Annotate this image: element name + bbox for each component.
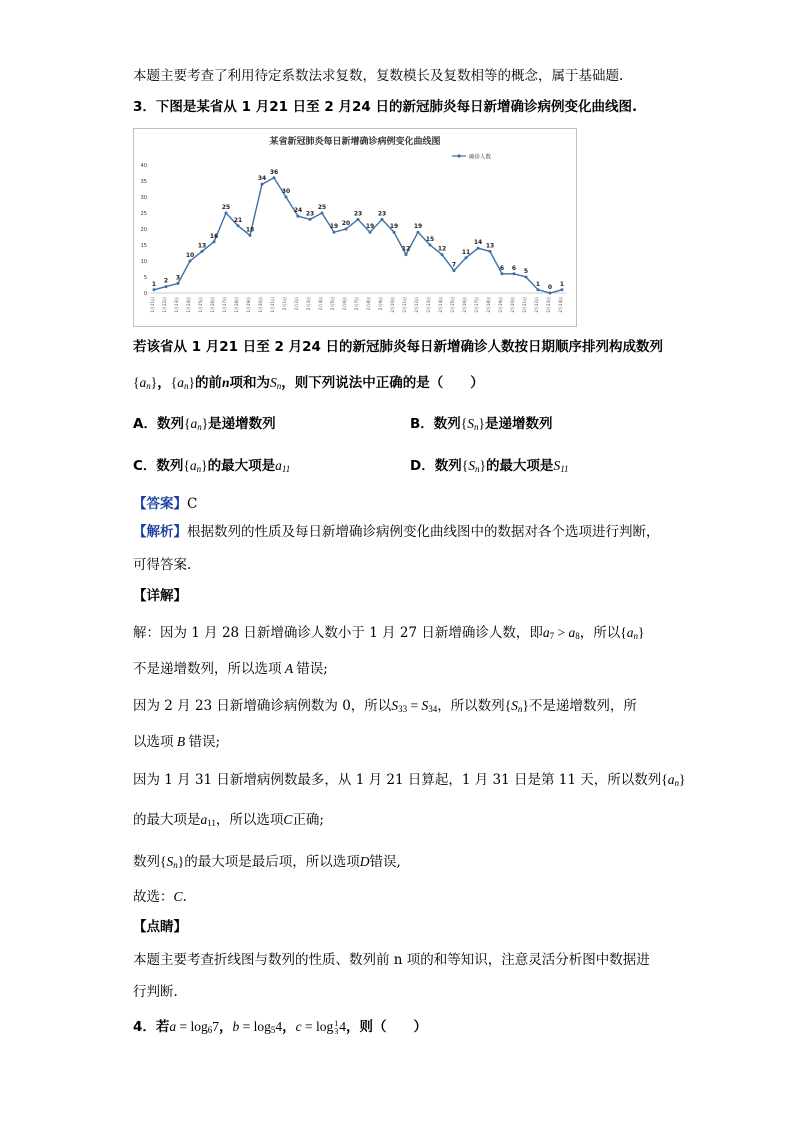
x-tick-label: 1月27日: [222, 297, 227, 313]
data-point: [381, 218, 384, 221]
data-label: 5: [523, 268, 529, 275]
data-label: 23: [377, 210, 387, 218]
data-point: [309, 218, 312, 221]
x-tick-label: 2月5日: [330, 297, 335, 311]
data-label: 6: [499, 264, 505, 272]
x-tick-label: 1月30日: [258, 297, 263, 313]
data-point: [333, 231, 336, 234]
data-label: 13: [197, 242, 207, 250]
data-label: 6: [511, 264, 517, 272]
data-label: 0: [547, 284, 553, 291]
line-chart: [133, 128, 577, 327]
analysis-1: 【解析】根据数列的性质及每日新增确诊病例变化曲线图中的数据对各个选项进行判断，: [133, 524, 660, 540]
y-tick-label: 40: [140, 163, 147, 169]
data-label: 24: [293, 207, 303, 215]
detail-5: 因为 1 月 31 日新增病例数最多，从 1 月 21 日算起，1 月 31 日是第 11 天，所以数列$\{a_n\}$: [133, 772, 686, 788]
x-tick-label: 2月12日: [414, 297, 419, 313]
data-point: [285, 196, 288, 199]
data-label: 13: [485, 242, 495, 250]
y-tick-label: 0: [143, 291, 147, 297]
data-point: [465, 256, 468, 259]
data-point: [525, 276, 528, 279]
data-label: 21: [233, 216, 243, 224]
prev-solution-note: 本题主要考查了利用待定系数法求复数，复数模长及复数相等的概念，属于基础题.: [133, 68, 624, 84]
x-tick-label: 1月29日: [246, 297, 251, 313]
y-tick-label: 25: [140, 211, 147, 217]
data-label: 15: [425, 236, 435, 243]
data-point: [393, 231, 396, 234]
data-point: [501, 272, 504, 275]
data-label: 20: [341, 220, 351, 227]
x-tick-label: 1月22日: [162, 297, 167, 313]
data-point: [369, 231, 372, 234]
data-label: 7: [451, 261, 457, 269]
data-point: [561, 288, 564, 291]
data-label: 3: [175, 274, 181, 282]
data-label: 12: [437, 245, 447, 253]
detail-8: 故选：C.: [133, 889, 187, 905]
detail-2: 不是递增数列，所以选项 A 错误;: [133, 661, 328, 677]
data-point: [429, 244, 432, 247]
data-point: [477, 247, 480, 250]
data-point: [321, 212, 324, 215]
data-label: 19: [389, 223, 399, 231]
data-label: 19: [365, 223, 375, 231]
data-label: 30: [281, 188, 291, 195]
line-chart-svg: [134, 129, 576, 326]
x-tick-label: 1月26日: [210, 297, 215, 313]
answer: 【答案】C: [133, 496, 198, 512]
data-label: 10: [185, 252, 195, 259]
x-tick-label: 2月8日: [366, 297, 371, 311]
data-label: 34: [257, 175, 267, 183]
data-point: [453, 269, 456, 272]
y-tick-label: 30: [140, 195, 147, 201]
data-label: 25: [317, 204, 327, 211]
data-label: 2: [163, 277, 169, 285]
data-label: 14: [473, 239, 483, 247]
x-tick-label: 2月11日: [402, 297, 407, 313]
data-label: 1: [151, 280, 157, 288]
x-tick-label: 1月31日: [270, 297, 275, 313]
question-3-stem-1: 若该省从 1 月21 日至 2 月24 日的新冠肺炎每日新增确诊人数按日期顺序排列构成数列: [133, 339, 664, 355]
data-point: [249, 234, 252, 237]
chart-title: 某省新冠肺炎每日新增确诊病例变化曲线图: [269, 137, 441, 147]
x-tick-label: 1月28日: [234, 297, 239, 313]
detail-6: 的最大项是$a_{11}$，所以选项C正确;: [133, 812, 324, 828]
x-tick-label: 1月24日: [186, 297, 191, 313]
question-4: 4．若$a = \log_67$，$b = \log_54$，c = log1 34，则（ ）: [133, 1018, 428, 1036]
legend-marker: [457, 154, 460, 157]
data-point: [165, 285, 168, 288]
x-tick-label: 2月24日: [558, 297, 563, 313]
option-c: C．数列$\{a_n\}$的最大项是$a_{11}$: [133, 458, 291, 474]
data-point: [189, 260, 192, 263]
x-tick-label: 1月23日: [174, 297, 179, 313]
data-label: 18: [245, 226, 255, 234]
data-label: 23: [353, 210, 363, 218]
data-point: [225, 212, 228, 215]
data-point: [345, 228, 348, 231]
x-tick-label: 2月13日: [426, 297, 431, 313]
x-tick-label: 2月17日: [474, 297, 479, 313]
x-tick-label: 2月18日: [486, 297, 491, 313]
y-tick-label: 15: [140, 243, 147, 249]
data-label: 19: [329, 223, 339, 231]
question-3-title: 3．下图是某省从 1 月21 日至 2 月24 日的新冠肺炎每日新增确诊病例变化曲线图.: [133, 99, 638, 115]
y-tick-label: 5: [143, 275, 147, 281]
detail-7: 数列$\{S_n\}$的最大项是最后项，所以选项D错误,: [133, 854, 401, 870]
x-tick-label: 2月21日: [522, 297, 527, 313]
x-tick-label: 2月9日: [378, 297, 383, 311]
data-label: 25: [221, 204, 231, 211]
x-tick-label: 2月2日: [294, 297, 299, 311]
x-tick-label: 2月7日: [354, 297, 359, 311]
detail-1: 解：因为 1 月 28 日新增确诊人数小于 1 月 27 日新增确诊人数，即$a_7 > a_8$，所以$\{a_n\}$: [133, 625, 645, 641]
data-label: 36: [269, 168, 279, 176]
data-label: 11: [461, 248, 471, 256]
comment-2: 行判断.: [133, 984, 178, 1000]
data-point: [273, 176, 276, 179]
data-point: [213, 240, 216, 243]
data-label: 1: [559, 280, 565, 288]
option-a: A．数列$\{a_n\}$是递增数列: [133, 416, 276, 432]
data-label: 12: [401, 245, 411, 253]
data-point: [405, 253, 408, 256]
legend-label: 确诊人数: [469, 154, 492, 161]
data-point: [417, 231, 420, 234]
x-tick-label: 2月4日: [318, 297, 323, 311]
data-point: [489, 250, 492, 253]
data-point: [201, 250, 204, 253]
x-tick-label: 2月6日: [342, 297, 347, 311]
data-label: 1: [535, 280, 541, 288]
x-tick-label: 2月3日: [306, 297, 311, 311]
x-tick-label: 2月23日: [546, 297, 551, 313]
data-label: 23: [305, 210, 315, 218]
data-point: [153, 288, 156, 291]
analysis-2: 可得答案.: [133, 557, 192, 573]
x-tick-label: 2月14日: [438, 297, 443, 313]
data-point: [441, 253, 444, 256]
x-tick-label: 2月19日: [498, 297, 503, 313]
comment-1: 本题主要考查折线图与数列的性质、数列前 n 项的和等知识，注意灵活分析图中数据进: [133, 952, 650, 968]
data-point: [357, 218, 360, 221]
x-tick-label: 2月22日: [534, 297, 539, 313]
data-point: [261, 183, 264, 186]
data-point: [237, 224, 240, 227]
detail-4: 以选项 B 错误;: [133, 734, 221, 750]
option-b: B．数列$\{S_n\}$是递增数列: [410, 416, 553, 432]
y-tick-label: 10: [140, 259, 147, 265]
data-point: [297, 215, 300, 218]
data-label: 19: [413, 223, 423, 231]
comment-label: 【点睛】: [133, 919, 187, 935]
x-tick-label: 1月25日: [198, 297, 203, 313]
x-tick-label: 2月16日: [462, 297, 467, 313]
data-point: [177, 282, 180, 285]
detail-3: 因为 2 月 23 日新增确诊病例数为 0，所以$S_{33} = S_{34}$，所以数列$\{S_n\}$不是递增数列，所: [133, 698, 637, 714]
y-tick-label: 20: [140, 227, 147, 233]
x-tick-label: 1月21日: [150, 297, 155, 313]
x-tick-label: 2月20日: [510, 297, 515, 313]
option-d: D．数列$\{S_n\}$的最大项是$S_{11}$: [410, 458, 569, 474]
x-tick-label: 2月1日: [282, 297, 287, 311]
x-tick-label: 2月10日: [390, 297, 395, 313]
y-tick-label: 35: [140, 179, 147, 185]
x-tick-label: 2月15日: [450, 297, 455, 313]
data-point: [513, 272, 516, 275]
data-label: 16: [209, 232, 219, 240]
data-point: [549, 292, 552, 295]
data-point: [537, 288, 540, 291]
detail-label: 【详解】: [133, 588, 187, 604]
question-3-stem-2: $\{a_n\}$，$\{a_n\}$的前n项和为$S_n$，则下列说法中正确的是（ ）: [133, 375, 484, 391]
